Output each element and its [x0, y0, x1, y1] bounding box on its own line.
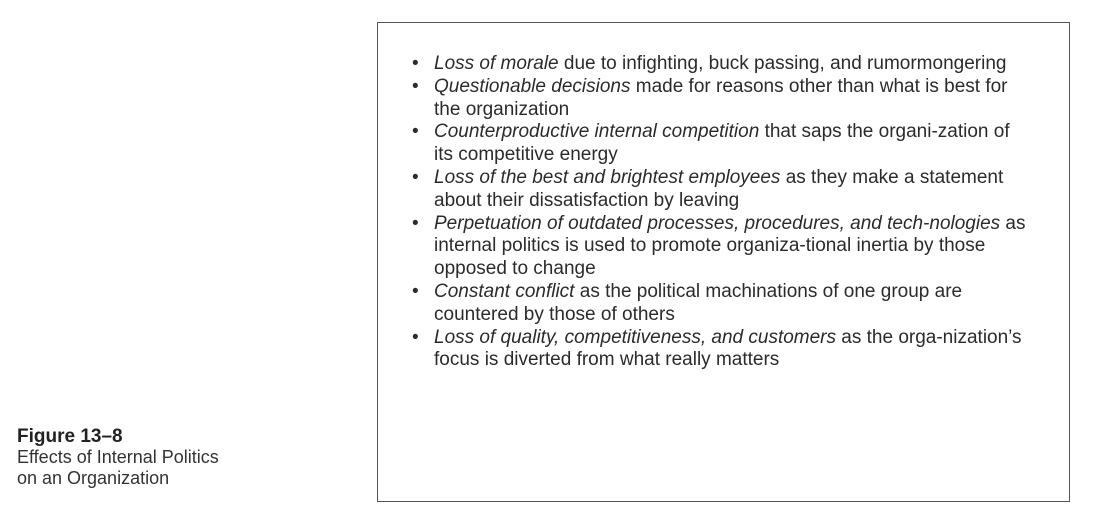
item-text: that saps the organi-zation of its competitive energy [434, 121, 1010, 166]
figure-caption [17, 426, 317, 489]
item-text: due to infighting, buck passing, and rumormongering [558, 53, 1007, 74]
item-emphasis: Questionable decisions [434, 75, 631, 97]
effects-box [377, 22, 1070, 502]
bullet-icon: • [412, 121, 419, 143]
list-item [412, 121, 1032, 167]
list-item [412, 76, 1032, 122]
figure-title-line-2: on an Organization [17, 468, 170, 488]
item-emphasis: Counterproductive internal competition [434, 121, 760, 143]
bullet-icon: • [412, 280, 419, 302]
list-item [412, 327, 1032, 373]
item-text: as internal politics is used to promote organiza-tional inertia by those opposed to change [434, 212, 1026, 280]
list-item [412, 213, 1032, 281]
item-text: as the orga-nization’s focus is diverted from what really matters [434, 326, 1022, 371]
item-emphasis: Perpetuation of outdated processes, procedures, and tech-nologies [434, 212, 1001, 234]
list-item [412, 167, 1032, 213]
bullet-icon: • [412, 75, 419, 97]
figure-title-line-1: Effects of Internal Politics [17, 447, 219, 467]
item-emphasis: Loss of the best and brightest employees [434, 166, 781, 188]
list-item [412, 281, 1032, 327]
list-item [412, 53, 1032, 76]
bullet-icon: • [412, 326, 419, 348]
item-emphasis: Loss of morale [434, 53, 559, 74]
bullet-icon: • [412, 212, 419, 234]
item-text: as the political machinations of one group are countered by those of others [434, 280, 963, 325]
item-text: as they make a statement about their dissatisfaction by leaving [434, 166, 1004, 211]
bullet-icon: • [412, 53, 419, 74]
figure-number: Figure 13–8 [17, 426, 123, 447]
effects-list [412, 53, 1032, 372]
item-text: made for reasons other than what is best for the organization [434, 75, 1008, 120]
item-emphasis: Constant conflict [434, 280, 575, 302]
item-emphasis: Loss of quality, competitiveness, and customers [434, 326, 837, 348]
bullet-icon: • [412, 166, 419, 188]
